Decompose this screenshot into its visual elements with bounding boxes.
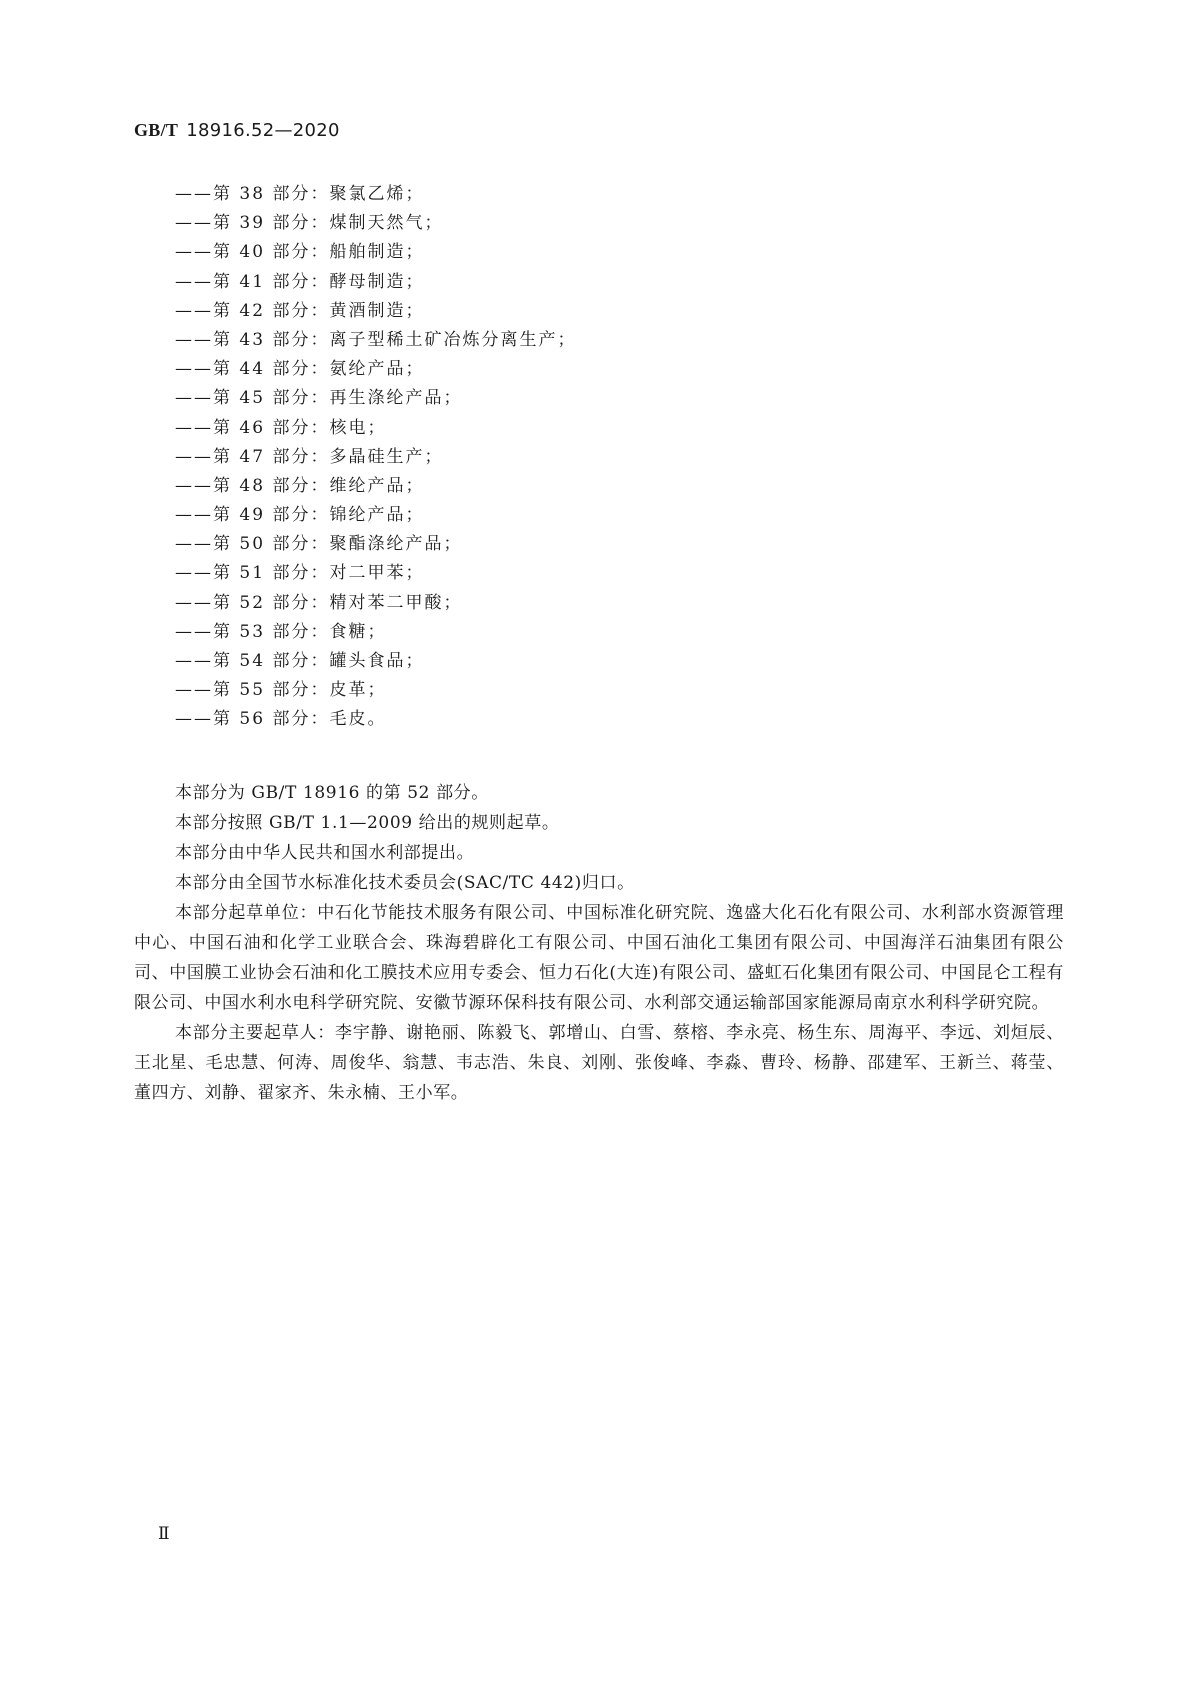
page-number: Ⅱ [158,1524,170,1543]
list-item: ——第 40 部分：船舶制造； [175,242,425,263]
list-item: ——第 41 部分：酵母制造； [175,271,425,292]
list-item: ——第 49 部分：锦纶产品； [175,505,425,526]
list-item: ——第 51 部分：对二甲苯； [175,563,425,584]
standard-code: 18916.52—2020 [186,120,340,141]
list-item: ——第 54 部分：罐头食品； [175,651,425,671]
list-item: ——第 38 部分：聚氯乙烯； [175,184,425,204]
foreword-body [134,778,1064,1108]
list-item: ——第 55 部分：皮革； [175,680,387,701]
administration-statement: 本部分由全国节水标准化技术委员会(SAC/TC 442)归口。 [175,873,635,893]
document-header [134,120,340,141]
list-item: ——第 48 部分：维纶产品； [175,475,425,496]
list-item: ——第 42 部分：黄酒制造； [175,300,425,321]
list-item: ——第 53 部分：食糖； [175,621,387,642]
drafting-rules-statement: 本部分按照 GB/T 1.1—2009 给出的规则起草。 [175,813,560,833]
list-item: ——第 56 部分：毛皮。 [175,709,387,730]
part-statement: 本部分为 GB/T 18916 的第 52 部分。 [175,783,489,803]
list-item: ——第 47 部分：多晶硅生产； [175,446,444,467]
standard-prefix: GB/T [134,120,179,140]
drafting-organizations: 本部分起草单位：中石化节能技术服务有限公司、中国标准化研究院、逸盛大化石化有限公司、水利部水资源管理中心、中国石油和化学工业联合会、珠海碧辟化工有限公司、中国石油化工集团有限公司、中国海洋石油集团有限公司、中国膜工业协会石油和化工膜技术应用专委会、恒力石化(大连)有限公司、盛虹石化集团有限公司、中国昆仑工程有限公司、中国水利水电科学研究院、安徽节源环保科技有限公司、水利部交通运输部国家能源局南京水利科学研究院。 [134,903,1064,1013]
parts-list [175,180,576,735]
proposer-statement: 本部分由中华人民共和国水利部提出。 [175,843,475,863]
list-item: ——第 50 部分：聚酯涤纶产品； [175,534,463,555]
list-item: ——第 52 部分：精对苯二甲酸； [175,592,463,613]
list-item: ——第 46 部分：核电； [175,417,387,438]
drafters: 本部分主要起草人：李宇静、谢艳丽、陈毅飞、郭增山、白雪、蔡榕、李永亮、杨生东、周海平、李远、刘烜辰、王北星、毛忠慧、何涛、周俊华、翁慧、韦志浩、朱良、刘刚、张俊峰、李淼、曹玲、杨静、邵建军、王新兰、蒋莹、董四方、刘静、翟家齐、朱永楠、王小军。 [134,1023,1064,1103]
list-item: ——第 43 部分：离子型稀土矿冶炼分离生产； [175,329,577,350]
list-item: ——第 39 部分：煤制天然气； [175,213,444,234]
list-item: ——第 44 部分：氨纶产品； [175,359,425,380]
list-item: ——第 45 部分：再生涤纶产品； [175,388,463,409]
